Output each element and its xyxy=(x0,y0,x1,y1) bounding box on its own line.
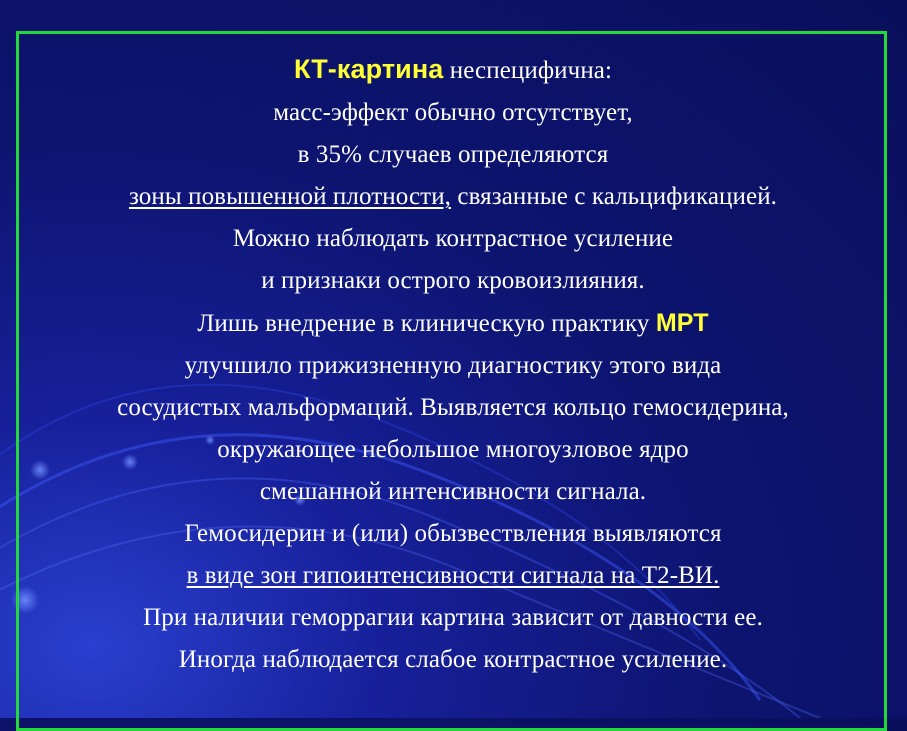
text-line-1 xyxy=(20,48,886,92)
highlight-ct-picture: КТ-картина xyxy=(293,54,444,84)
text-line-4-rest: связанные с кальцификацией. xyxy=(457,183,778,210)
underlined-high-density-zones: зоны повышенной плотности, xyxy=(128,183,452,210)
text-line-4 xyxy=(20,176,886,218)
text-line-2: масс-эффект обычно отсутствует, xyxy=(273,99,633,126)
text-line-11: смешанной интенсивности сигнала. xyxy=(259,478,647,505)
highlight-mri: МРТ xyxy=(655,309,709,337)
text-line-15: Иногда наблюдается слабое контрастное усиление. xyxy=(178,646,728,673)
text-line-8: улучшило прижизненную диагностику этого вида xyxy=(184,352,722,379)
text-line-9: сосудистых мальформаций. Выявляется кольцо гемосидерина, xyxy=(117,394,789,421)
text-line-6: и признаки острого кровоизлияния. xyxy=(261,267,645,294)
underlined-hypointensity-zones: в виде зон гипоинтенсивности сигнала на Т2-ВИ. xyxy=(186,562,720,589)
text-line-13 xyxy=(20,555,886,597)
text-line-14: При наличии геморрагии картина зависит от давности ее. xyxy=(143,604,763,631)
text-line-3: в 35% случаев определяются xyxy=(297,141,609,168)
text-line-1-rest: неспецифична: xyxy=(449,57,613,84)
text-line-5: Можно наблюдать контрастное усиление xyxy=(232,225,674,252)
text-line-12: Гемосидерин и (или) обызвествления выявляются xyxy=(184,520,722,547)
text-line-7 xyxy=(20,302,886,345)
text-line-7-text: Лишь внедрение в клиническую практику xyxy=(197,310,650,337)
slide-text-body xyxy=(20,48,886,681)
text-line-10: окружающее небольшое многоузловое ядро xyxy=(217,436,689,463)
